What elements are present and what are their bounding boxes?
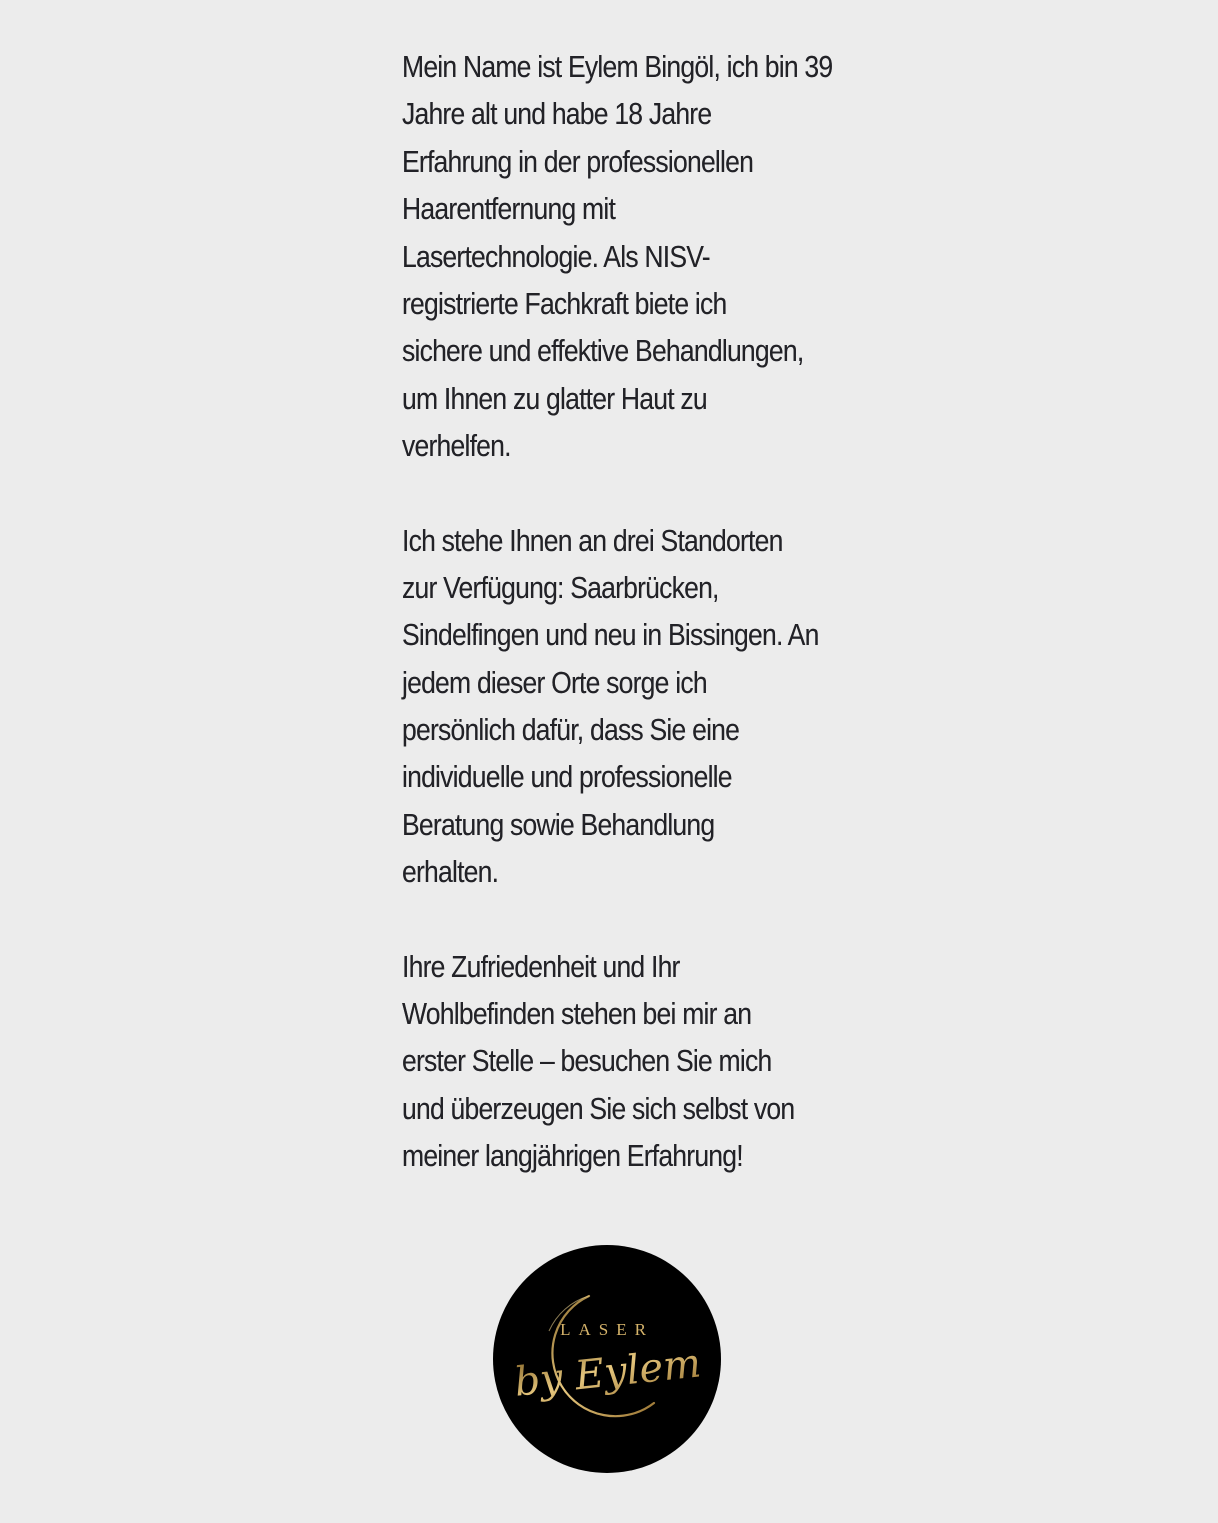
text-line: Ich stehe Ihnen an drei Standorten xyxy=(402,523,783,558)
text-line: Sindelfingen und neu in Bissingen. An xyxy=(402,618,819,653)
text-line: Erfahrung in der professionellen xyxy=(402,144,754,179)
laser-by-eylem-logo xyxy=(493,1245,721,1473)
text-line: registrierte Fachkraft biete ich xyxy=(402,286,727,321)
text-line: Mein Name ist Eylem Bingöl, ich bin 39 xyxy=(402,50,833,84)
text-line: zur Verfügung: Saarbrücken, xyxy=(402,570,719,605)
text-line: verhelfen. xyxy=(402,429,511,464)
logo-script-text: by Eylem xyxy=(512,1340,704,1406)
text-line: sichere und effektive Behandlungen, xyxy=(402,334,804,369)
text-line: jedem dieser Orte sorge ich xyxy=(402,665,707,700)
text-line: erster Stelle – besuchen Sie mich xyxy=(402,1044,772,1079)
text-line: erhalten. xyxy=(402,855,499,890)
text-line: persönlich dafür, dass Sie eine xyxy=(402,713,740,748)
text-line: Ihre Zufriedenheit und Ihr xyxy=(402,949,680,984)
paragraph-intro xyxy=(402,44,872,471)
text-line: individuelle und professionelle xyxy=(402,760,732,795)
text-line: Jahre alt und habe 18 Jahre xyxy=(402,97,712,132)
paragraph-locations xyxy=(402,518,872,897)
text-line: Beratung sowie Behandlung xyxy=(402,807,715,842)
paragraph-closing xyxy=(402,944,872,1181)
logo-top-text: LASER xyxy=(560,1320,654,1339)
text-line: Lasertechnologie. Als NISV- xyxy=(402,239,710,274)
bio-text xyxy=(402,44,872,1181)
text-line: meiner langjährigen Erfahrung! xyxy=(402,1139,743,1174)
text-line: und überzeugen Sie sich selbst von xyxy=(402,1091,795,1126)
text-line: Wohlbefinden stehen bei mir an xyxy=(402,997,752,1032)
text-line: um Ihnen zu glatter Haut zu xyxy=(402,381,707,416)
text-line: Haarentfernung mit xyxy=(402,192,616,227)
